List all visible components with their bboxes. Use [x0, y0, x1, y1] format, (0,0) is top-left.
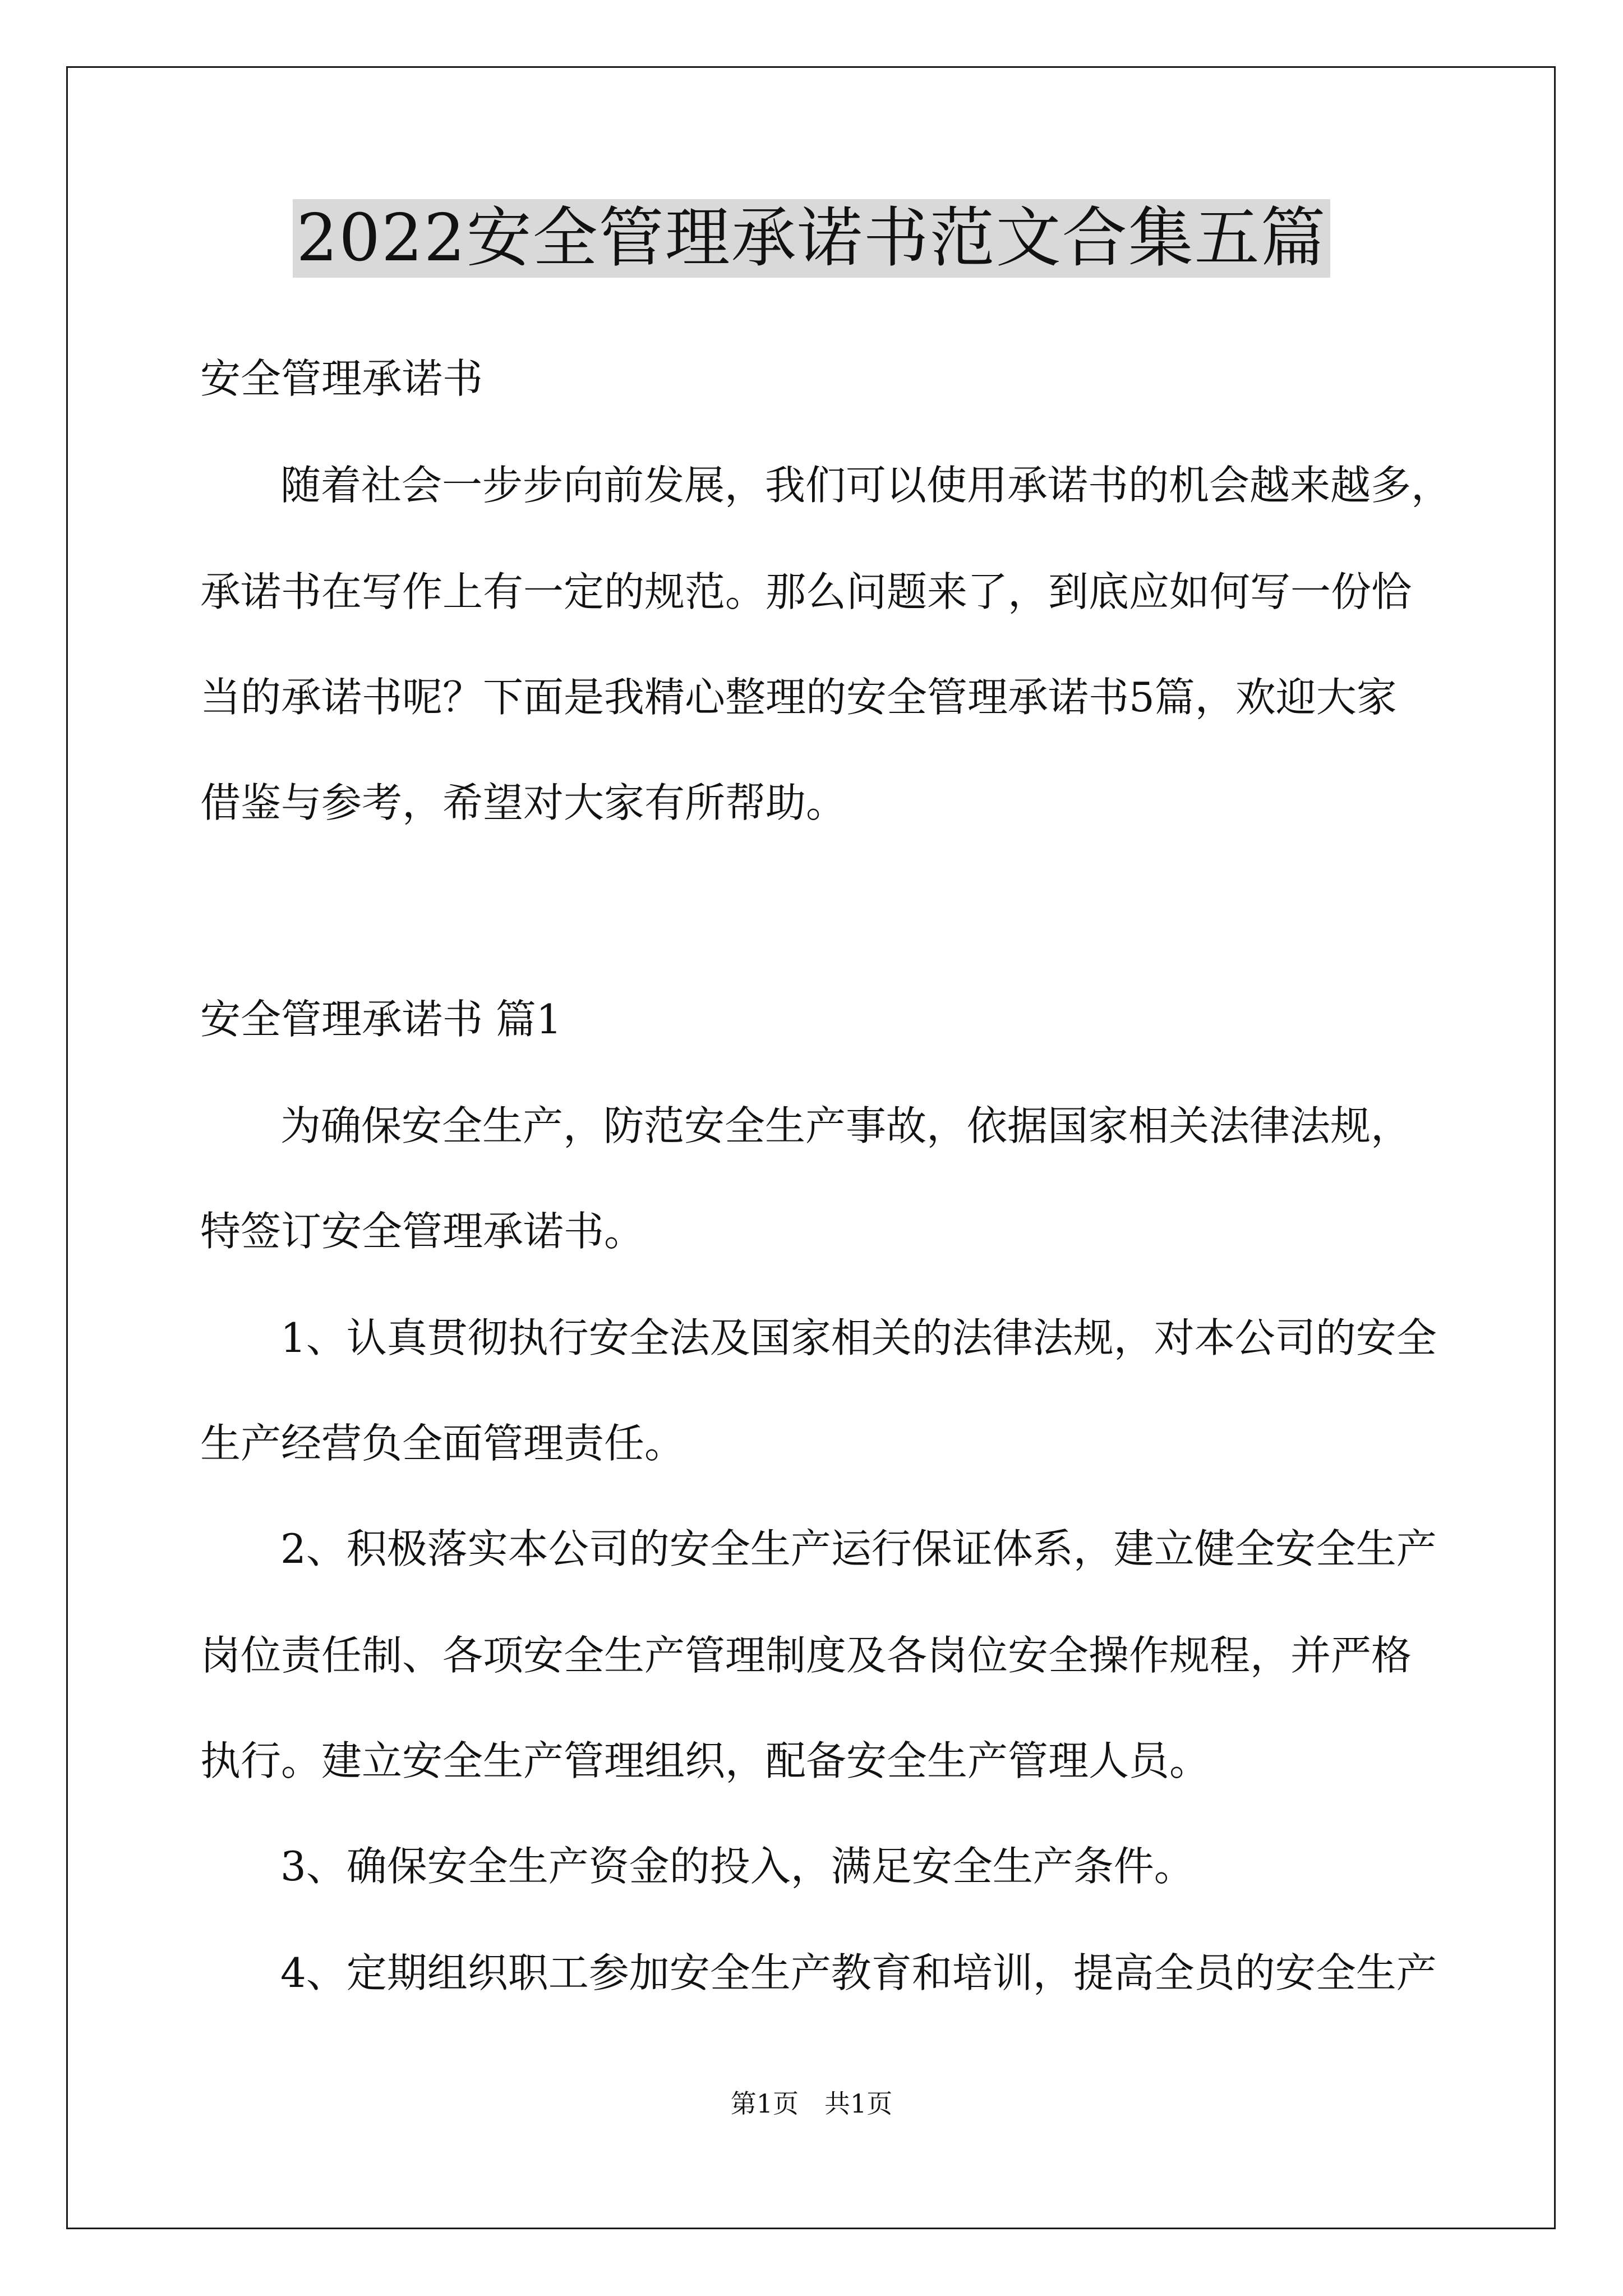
paragraph-line: 为确保安全生产，防范安全生产事故，依据国家相关法律法规， [280, 1102, 1412, 1149]
paragraph-line: 随着社会一步步向前发展，我们可以使用承诺书的机会越来越多， [280, 462, 1452, 509]
paragraph-line: 岗位责任制、各项安全生产管理制度及各岗位安全操作规程，并严格 [200, 1632, 1412, 1679]
document-title: 2022安全管理承诺书范文合集五篇 [293, 199, 1330, 278]
paragraph-line: 承诺书在写作上有一定的规范。那么问题来了，到底应如何写一份恰 [200, 568, 1412, 615]
paragraph-line: 4、定期组织职工参加安全生产教育和培训，提高全员的安全生产 [280, 1949, 1437, 1996]
paragraph-line: 生产经营负全面管理责任。 [200, 1420, 685, 1467]
paragraph-line: 当的承诺书呢？下面是我精心整理的安全管理承诺书5篇，欢迎大家 [200, 674, 1397, 721]
paragraph-line: 3、确保安全生产资金的投入，满足安全生产条件。 [280, 1843, 1195, 1890]
section-heading: 安全管理承诺书 篇1 [200, 996, 562, 1043]
paragraph-line: 借鉴与参考，希望对大家有所帮助。 [200, 779, 847, 826]
paragraph-line: 2、积极落实本公司的安全生产运行保证体系，建立健全安全生产 [280, 1525, 1437, 1572]
title-container [0, 199, 1623, 278]
paragraph-line: 执行。建立安全生产管理组织，配备安全生产管理人员。 [200, 1737, 1210, 1784]
paragraph-line: 1、认真贯彻执行安全法及国家相关的法律法规，对本公司的安全 [280, 1314, 1437, 1361]
paragraph-line: 特签订安全管理承诺书。 [200, 1208, 645, 1255]
section-heading: 安全管理承诺书 [200, 355, 483, 402]
page-footer: 第1页 共1页 [730, 2088, 893, 2119]
